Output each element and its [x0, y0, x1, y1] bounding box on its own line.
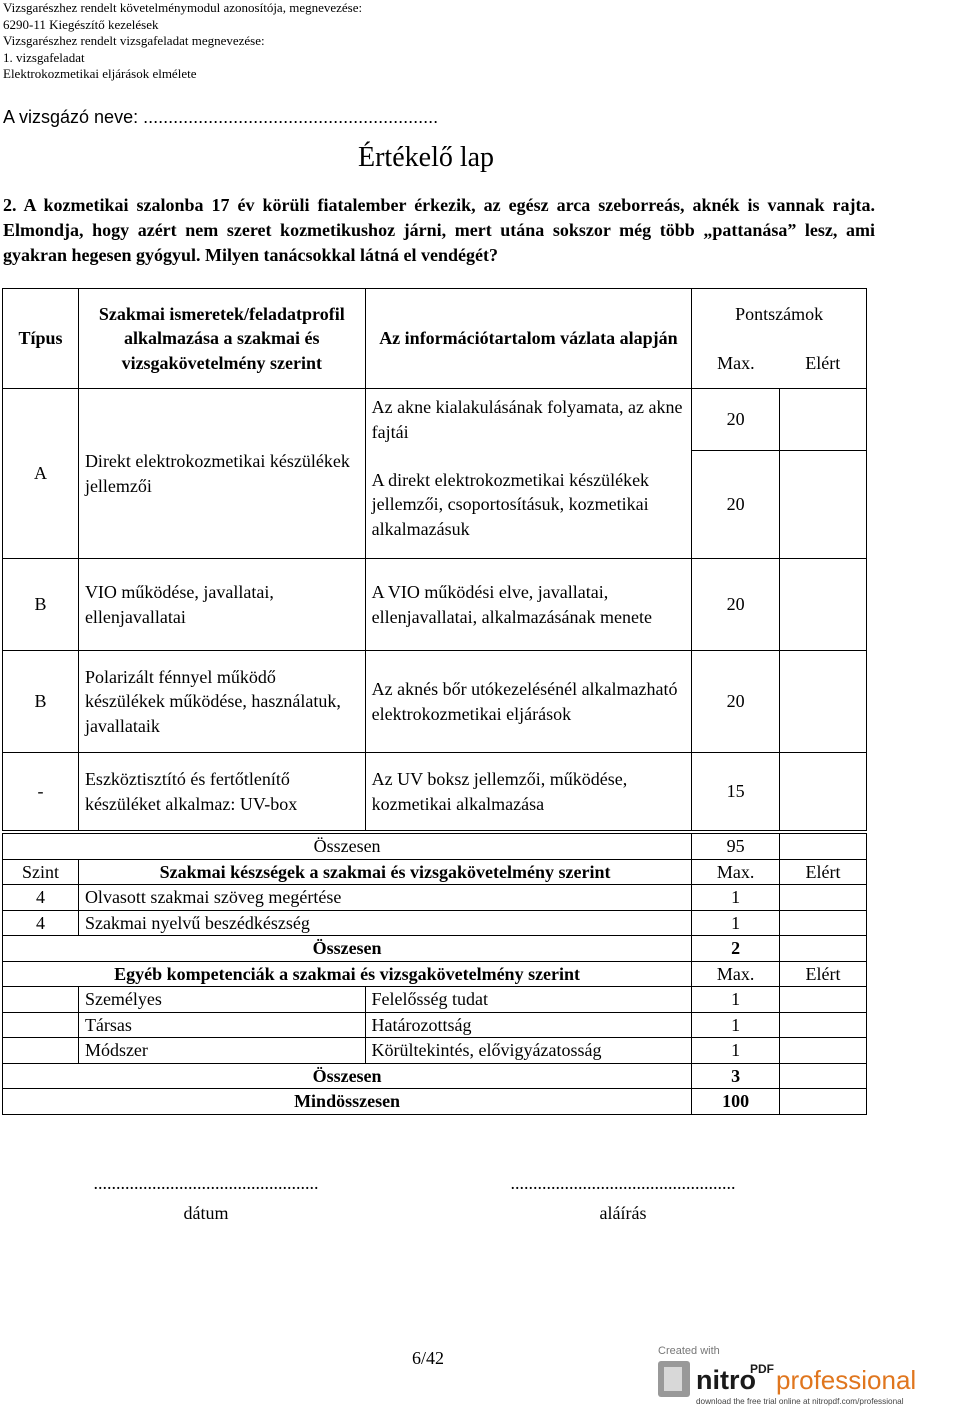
- row-achieved: [780, 651, 867, 753]
- row-info: Az UV boksz jellemzői, működése, kozmetikai alkalmazása: [365, 753, 692, 831]
- row-profile: Eszköztisztító és fertőtlenítő készüléket alkalmaz: UV-box: [78, 753, 365, 831]
- header-type: Típus: [3, 289, 79, 389]
- spacer: [3, 1012, 79, 1038]
- row-max: 20: [692, 389, 780, 451]
- skill-max: 1: [692, 885, 780, 911]
- other-achieved: [780, 1012, 867, 1038]
- row-max: 15: [692, 753, 780, 831]
- header-line: Elektrokozmetikai eljárások elmélete: [3, 66, 197, 82]
- row-type: B: [3, 651, 79, 753]
- nitro-logo-icon: [656, 1343, 956, 1407]
- watermark-brand: nitro: [696, 1365, 756, 1395]
- page-title: Értékelő lap: [358, 142, 495, 173]
- header-achieved: Elért: [780, 339, 867, 389]
- watermark-professional: professional: [776, 1365, 917, 1395]
- header-line: Vizsgarészhez rendelt vizsgafeladat megnevezése:: [3, 33, 265, 49]
- date-dots: ..................................................: [93, 1173, 319, 1193]
- level-header: Szint: [3, 859, 79, 885]
- sign-signature-block: [497, 1168, 749, 1228]
- row-achieved: [780, 559, 867, 651]
- row-max: 20: [692, 559, 780, 651]
- watermark-created-with: Created with: [658, 1345, 720, 1357]
- other-name: Határozottság: [365, 1012, 692, 1038]
- skill-achieved: [780, 910, 867, 936]
- row-info: A VIO működési elve, javallatai, ellenjavallatai, alkalmazásának menete: [365, 559, 692, 651]
- document-header: [3, 0, 362, 83]
- spacer: [3, 987, 79, 1013]
- header-points: Pontszámok: [692, 289, 867, 339]
- other-name: Felelősség tudat: [365, 987, 692, 1013]
- other-max: 1: [692, 987, 780, 1013]
- header-info: Az információtartalom vázlata alapján: [365, 289, 692, 389]
- watermark-pdf: PDF: [750, 1362, 774, 1376]
- header-profile: Szakmai ismeretek/feladatprofil alkalmazása a szakmai és vizsgakövetelmény szerint: [78, 289, 365, 389]
- other-achieved: [780, 987, 867, 1013]
- row-achieved: [780, 451, 867, 559]
- total-achieved: [780, 1063, 867, 1089]
- header-line: 6290-11 Kiegészítő kezelések: [3, 16, 159, 32]
- header-line: Vizsgarészhez rendelt követelménymodul azonosítója, megnevezése:: [3, 0, 363, 15]
- grand-total-label: Mindösszesen: [3, 1089, 692, 1115]
- skill-level: 4: [3, 910, 79, 936]
- exam-question: 2. A kozmetikai szalonba 17 év körüli fiatalember érkezik, az egész arca szeborreás, aknék is vannak rajta. Elmondja, hogy azért nem szeret kozmetikushoz járni, mert utána sokszor még több „pattanása” lesz, ami gyakran hegesen gyógyul. Milyen tanácsokkal látná el vendégét?: [3, 195, 875, 265]
- total-achieved: [780, 936, 867, 962]
- row-type: B: [3, 559, 79, 651]
- page-number: 6/42: [412, 1348, 445, 1368]
- competency-table: [2, 833, 867, 1115]
- skill-max: 1: [692, 910, 780, 936]
- sign-label: aláírás: [599, 1203, 647, 1223]
- achieved-header: Elért: [780, 859, 867, 885]
- skill-achieved: [780, 885, 867, 911]
- total-value: 2: [692, 936, 780, 962]
- other-group: Társas: [78, 1012, 365, 1038]
- row-info: Az akne kialakulásának folyamata, az akne fajtái: [365, 389, 692, 451]
- total-label: Összesen: [3, 1063, 692, 1089]
- spacer: [3, 1038, 79, 1064]
- skill-name: Olvasott szakmai szöveg megértése: [78, 885, 691, 911]
- row-profile: VIO működése, javallatai, ellenjavallatai: [78, 559, 365, 651]
- date-signature-block: [80, 1168, 332, 1228]
- row-achieved: [780, 753, 867, 831]
- total-value: 3: [692, 1063, 780, 1089]
- row-max: 20: [692, 451, 780, 559]
- other-max: 1: [692, 1012, 780, 1038]
- row-info: Az aknés bőr utókezelésénél alkalmazható elektrokozmetikai eljárások: [365, 651, 692, 753]
- other-header: Egyéb kompetenciák a szakmai és vizsgakövetelmény szerint: [3, 961, 692, 987]
- date-label: dátum: [183, 1203, 229, 1223]
- skills-header: Szakmai készségek a szakmai és vizsgakövetelmény szerint: [78, 859, 691, 885]
- evaluation-table: [2, 288, 867, 831]
- max-header: Max.: [692, 961, 780, 987]
- other-name: Körültekintés, elővigyázatosság: [365, 1038, 692, 1064]
- total-label: Összesen: [3, 936, 692, 962]
- nitro-watermark-logo: [656, 1343, 956, 1407]
- max-header: Max.: [692, 859, 780, 885]
- header-max: Max.: [692, 339, 780, 389]
- row-info: A direkt elektrokozmetikai készülékek jellemzői, csoportosításuk, kozmetikai alkalmazásuk: [365, 451, 692, 559]
- watermark-download: download the free trial online at nitropdf.com/professional: [696, 1397, 904, 1406]
- examinee-name-field: A vizsgázó neve: ...........................................................: [3, 107, 439, 127]
- skill-name: Szakmai nyelvű beszédkészség: [78, 910, 691, 936]
- row-type: -: [3, 753, 79, 831]
- row-profile: Polarizált fénnyel működő készülékek működése, használatuk, javallataik: [78, 651, 365, 753]
- row-type: A: [3, 389, 79, 559]
- other-max: 1: [692, 1038, 780, 1064]
- skill-level: 4: [3, 885, 79, 911]
- grand-total-value: 100: [692, 1089, 780, 1115]
- other-group: Módszer: [78, 1038, 365, 1064]
- total-value: 95: [692, 834, 780, 860]
- row-achieved: [780, 389, 867, 451]
- row-max: 20: [692, 651, 780, 753]
- other-group: Személyes: [78, 987, 365, 1013]
- header-line: 1. vizsgafeladat: [3, 49, 85, 65]
- grand-total-achieved: [780, 1089, 867, 1115]
- row-profile: Direkt elektrokozmetikai készülékek jellemzői: [78, 389, 365, 559]
- sign-dots: ..................................................: [510, 1173, 736, 1193]
- achieved-header: Elért: [780, 961, 867, 987]
- other-achieved: [780, 1038, 867, 1064]
- total-achieved: [780, 834, 867, 860]
- total-label: Összesen: [3, 834, 692, 860]
